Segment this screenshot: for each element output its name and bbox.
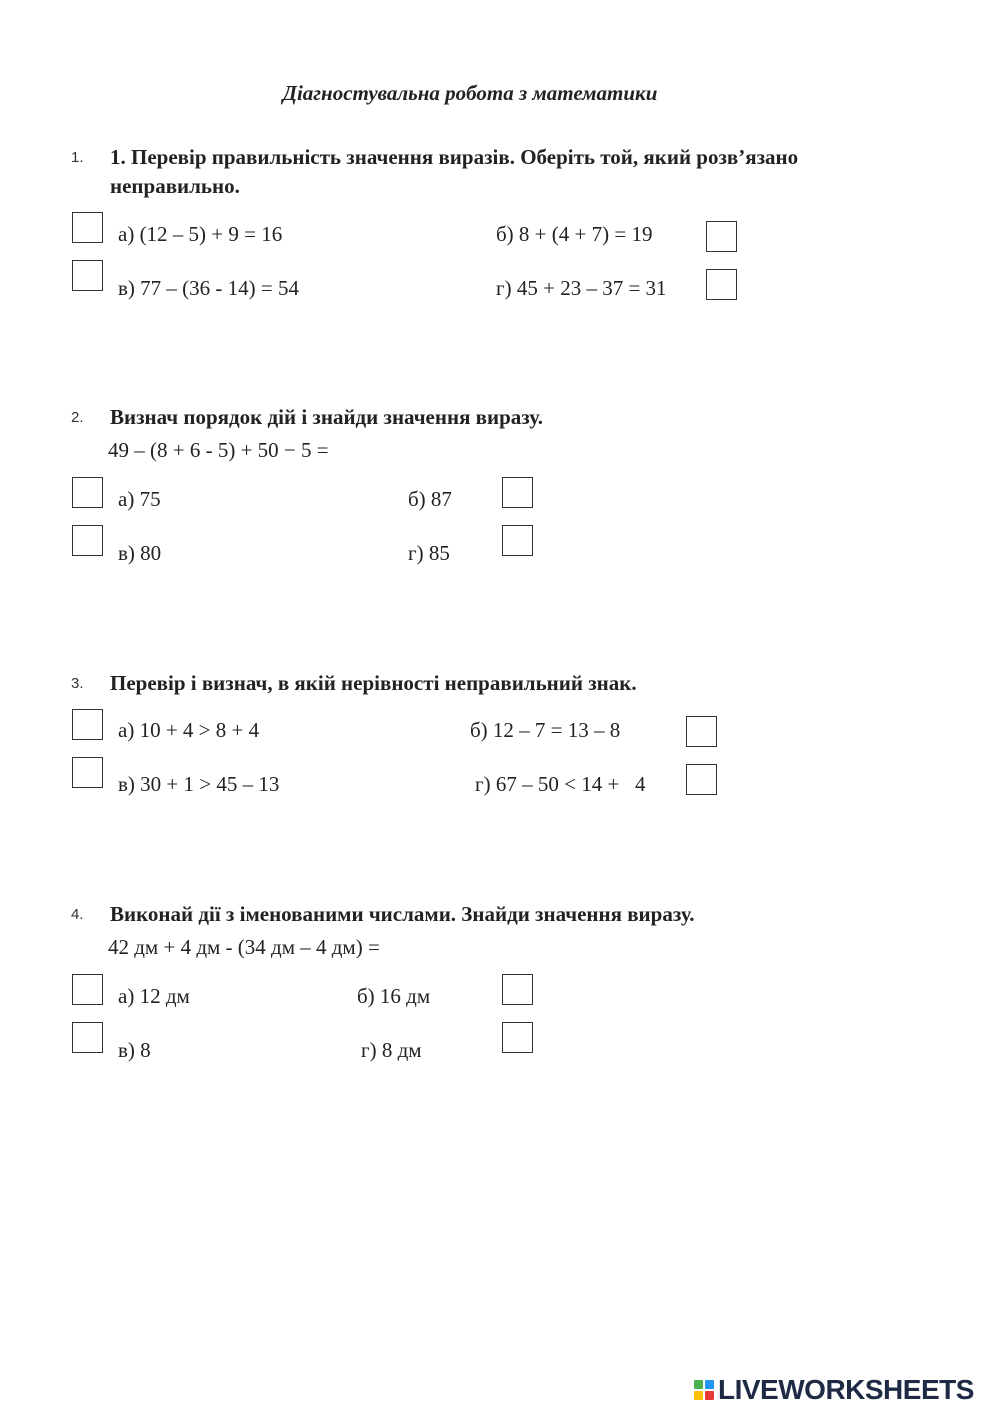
liveworksheets-logo: [694, 1374, 974, 1406]
question-1-number: 1.: [71, 149, 84, 166]
q4-checkbox-b[interactable]: [502, 974, 533, 1005]
question-2-text: Визнач порядок дій і знайди значення виразу.: [110, 405, 543, 429]
q1-checkbox-a[interactable]: [72, 212, 103, 243]
q2-option-b: б) 87: [408, 487, 452, 511]
logo-square-green: [694, 1380, 703, 1389]
q4-option-a: а) 12 дм: [118, 984, 190, 1008]
q3-checkbox-v[interactable]: [72, 757, 103, 788]
q2-option-g: г) 85: [408, 541, 450, 565]
logo-square-red: [705, 1391, 714, 1400]
question-1-text: 1. Перевір правильність значення виразів. Оберіть той, який розв’язано неправильно.: [110, 145, 799, 198]
question-3-number: 3.: [71, 675, 84, 692]
question-3-text: Перевір і визнач, в якій нерівності неправильний знак.: [110, 671, 637, 695]
q2-checkbox-b[interactable]: [502, 477, 533, 508]
liveworksheets-logo-text: LIVEWORKSHEETS: [718, 1374, 974, 1405]
q2-checkbox-v[interactable]: [72, 525, 103, 556]
q3-checkbox-a[interactable]: [72, 709, 103, 740]
q4-option-b: б) 16 дм: [357, 984, 431, 1008]
question-4-number: 4.: [71, 906, 84, 923]
question-2-expression: 49 – (8 + 6 - 5) + 50 − 5 =: [108, 438, 329, 462]
q1-option-a: а) (12 – 5) + 9 = 16: [118, 222, 283, 246]
q3-option-v: в) 30 + 1 > 45 – 13: [118, 772, 280, 796]
question-4-expression: 42 дм + 4 дм - (34 дм – 4 дм) =: [108, 935, 380, 959]
q1-checkbox-b[interactable]: [706, 221, 737, 252]
q3-option-g: г) 67 – 50 < 14 + 4: [475, 772, 646, 796]
logo-square-blue: [705, 1380, 714, 1389]
question-4-text: Виконай дії з іменованими числами. Знайди значення виразу.: [110, 902, 695, 926]
q2-option-a: а) 75: [118, 487, 161, 511]
q3-option-a: а) 10 + 4 > 8 + 4: [118, 718, 260, 742]
q2-checkbox-a[interactable]: [72, 477, 103, 508]
page-title: Діагностувальна робота з математики: [282, 81, 658, 105]
q2-checkbox-g[interactable]: [502, 525, 533, 556]
q1-option-g: г) 45 + 23 – 37 = 31: [496, 276, 667, 300]
q1-option-b: б) 8 + (4 + 7) = 19: [496, 222, 653, 246]
liveworksheets-logo-icon: [694, 1380, 714, 1400]
logo-square-yellow: [694, 1391, 703, 1400]
q1-checkbox-g[interactable]: [706, 269, 737, 300]
q2-option-v: в) 80: [118, 541, 162, 565]
q4-option-g: г) 8 дм: [361, 1038, 422, 1062]
q3-option-b: б) 12 – 7 = 13 – 8: [470, 718, 621, 742]
q4-option-v: в) 8: [118, 1038, 151, 1062]
q3-checkbox-g[interactable]: [686, 764, 717, 795]
q4-checkbox-g[interactable]: [502, 1022, 533, 1053]
q3-checkbox-b[interactable]: [686, 716, 717, 747]
q1-option-v: в) 77 – (36 - 14) = 54: [118, 276, 299, 300]
q4-checkbox-v[interactable]: [72, 1022, 103, 1053]
question-2-number: 2.: [71, 409, 84, 426]
q4-checkbox-a[interactable]: [72, 974, 103, 1005]
q1-checkbox-v[interactable]: [72, 260, 103, 291]
